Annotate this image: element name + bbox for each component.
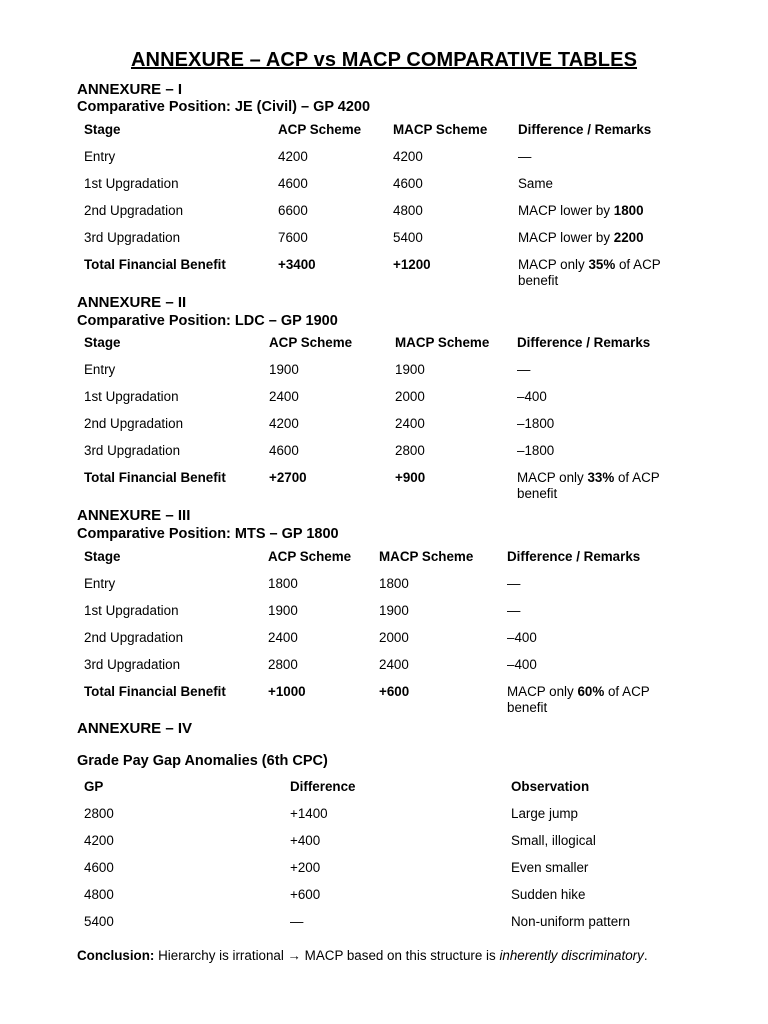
remarks-amount: 2200 bbox=[613, 230, 644, 245]
macp-cell: 2000 bbox=[379, 630, 409, 645]
stage-cell: Entry bbox=[84, 149, 116, 164]
header-remarks: Difference / Remarks bbox=[517, 335, 651, 350]
conclusion bbox=[77, 948, 648, 963]
total-label: Total Financial Benefit bbox=[84, 684, 226, 699]
difference-cell: +1400 bbox=[290, 806, 328, 821]
remarks-text: of ACP benefit bbox=[518, 257, 661, 288]
header-stage: Stage bbox=[84, 335, 121, 350]
header-macp: MACP Scheme bbox=[393, 122, 488, 137]
remarks-text: MACP lower by bbox=[518, 230, 614, 245]
remarks-cell bbox=[518, 230, 644, 246]
remarks-cell: –400 bbox=[507, 657, 537, 672]
total-acp: +3400 bbox=[278, 257, 316, 272]
header-observation: Observation bbox=[511, 779, 590, 794]
macp-cell: 4200 bbox=[393, 149, 423, 164]
stage-cell: Entry bbox=[84, 576, 116, 591]
acp-cell: 2400 bbox=[268, 630, 298, 645]
remarks-text: of ACP benefit bbox=[507, 684, 650, 715]
total-remarks bbox=[507, 684, 687, 716]
difference-cell: +600 bbox=[290, 887, 321, 902]
remarks-amount: 1800 bbox=[613, 203, 644, 218]
annex4-subheading: Grade Pay Gap Anomalies (6th CPC) bbox=[77, 753, 328, 769]
acp-cell: 1900 bbox=[269, 362, 299, 377]
annex3-subheading: Comparative Position: MTS – GP 1800 bbox=[77, 526, 339, 542]
header-stage: Stage bbox=[84, 549, 121, 564]
gp-cell: 4600 bbox=[84, 860, 114, 875]
remarks-percent: 60% bbox=[577, 684, 605, 699]
gp-cell: 2800 bbox=[84, 806, 114, 821]
observation-cell: Large jump bbox=[511, 806, 578, 821]
macp-cell: 2400 bbox=[379, 657, 409, 672]
acp-cell: 1800 bbox=[268, 576, 298, 591]
acp-cell: 4200 bbox=[269, 416, 299, 431]
remarks-text: MACP lower by bbox=[518, 203, 614, 218]
acp-cell: 4200 bbox=[278, 149, 308, 164]
gp-cell: 4800 bbox=[84, 887, 114, 902]
observation-cell: Even smaller bbox=[511, 860, 589, 875]
remarks-text: MACP only bbox=[518, 257, 589, 272]
total-macp: +1200 bbox=[393, 257, 431, 272]
stage-cell: Entry bbox=[84, 362, 116, 377]
acp-cell: 7600 bbox=[278, 230, 308, 245]
remarks-cell: — bbox=[507, 603, 521, 618]
header-stage: Stage bbox=[84, 122, 121, 137]
macp-cell: 1800 bbox=[379, 576, 409, 591]
remarks-cell: — bbox=[518, 149, 532, 164]
remarks-cell: –400 bbox=[507, 630, 537, 645]
stage-cell: 1st Upgradation bbox=[84, 603, 179, 618]
header-macp: MACP Scheme bbox=[395, 335, 490, 350]
macp-cell: 1900 bbox=[395, 362, 425, 377]
annex1-subheading: Comparative Position: JE (Civil) – GP 4200 bbox=[77, 99, 371, 115]
stage-cell: 3rd Upgradation bbox=[84, 657, 181, 672]
remarks-cell: –1800 bbox=[517, 443, 555, 458]
acp-cell: 6600 bbox=[278, 203, 308, 218]
remarks-cell: — bbox=[507, 576, 521, 591]
acp-cell: 2800 bbox=[268, 657, 298, 672]
remarks-cell bbox=[518, 203, 644, 219]
total-macp: +900 bbox=[395, 470, 426, 485]
conclusion-label: Conclusion: bbox=[77, 948, 155, 963]
gp-cell: 5400 bbox=[84, 914, 114, 929]
macp-cell: 2800 bbox=[395, 443, 425, 458]
header-acp: ACP Scheme bbox=[269, 335, 353, 350]
annex1-heading: ANNEXURE – I bbox=[77, 81, 183, 98]
header-remarks: Difference / Remarks bbox=[518, 122, 652, 137]
acp-cell: 4600 bbox=[269, 443, 299, 458]
header-acp: ACP Scheme bbox=[278, 122, 362, 137]
header-gp: GP bbox=[84, 779, 104, 794]
annex4-heading: ANNEXURE – IV bbox=[77, 720, 193, 737]
observation-cell: Non-uniform pattern bbox=[511, 914, 631, 929]
conclusion-text: Hierarchy is irrational → MACP based on this structure is bbox=[154, 948, 500, 963]
total-label: Total Financial Benefit bbox=[84, 470, 226, 485]
conclusion-emphasis: inherently discriminatory bbox=[499, 948, 644, 963]
remarks-cell: –400 bbox=[517, 389, 547, 404]
stage-cell: 3rd Upgradation bbox=[84, 443, 181, 458]
remarks-percent: 35% bbox=[588, 257, 616, 272]
difference-cell: — bbox=[290, 914, 304, 929]
acp-cell: 4600 bbox=[278, 176, 308, 191]
acp-cell: 2400 bbox=[269, 389, 299, 404]
observation-cell: Sudden hike bbox=[511, 887, 586, 902]
total-macp: +600 bbox=[379, 684, 410, 699]
remarks-percent: 33% bbox=[587, 470, 615, 485]
observation-cell: Small, illogical bbox=[511, 833, 596, 848]
macp-cell: 1900 bbox=[379, 603, 409, 618]
remarks-cell: Same bbox=[518, 176, 553, 191]
total-remarks bbox=[517, 470, 697, 502]
stage-cell: 2nd Upgradation bbox=[84, 630, 184, 645]
conclusion-end: . bbox=[643, 948, 648, 963]
stage-cell: 3rd Upgradation bbox=[84, 230, 181, 245]
remarks-text: MACP only bbox=[517, 470, 588, 485]
remarks-cell: — bbox=[517, 362, 531, 377]
total-acp: +1000 bbox=[268, 684, 306, 699]
remarks-cell: –1800 bbox=[517, 416, 555, 431]
annex2-heading: ANNEXURE – II bbox=[77, 294, 187, 311]
header-difference: Difference bbox=[290, 779, 356, 794]
macp-cell: 5400 bbox=[393, 230, 423, 245]
macp-cell: 2000 bbox=[395, 389, 425, 404]
stage-cell: 1st Upgradation bbox=[84, 389, 179, 404]
macp-cell: 2400 bbox=[395, 416, 425, 431]
total-acp: +2700 bbox=[269, 470, 307, 485]
difference-cell: +200 bbox=[290, 860, 321, 875]
stage-cell: 1st Upgradation bbox=[84, 176, 179, 191]
macp-cell: 4800 bbox=[393, 203, 423, 218]
header-macp: MACP Scheme bbox=[379, 549, 474, 564]
macp-cell: 4600 bbox=[393, 176, 423, 191]
remarks-text: of ACP benefit bbox=[517, 470, 660, 501]
annex2-subheading: Comparative Position: LDC – GP 1900 bbox=[77, 313, 338, 329]
total-remarks bbox=[518, 257, 698, 289]
difference-cell: +400 bbox=[290, 833, 321, 848]
annex3-heading: ANNEXURE – III bbox=[77, 507, 191, 524]
stage-cell: 2nd Upgradation bbox=[84, 203, 184, 218]
remarks-text: MACP only bbox=[507, 684, 578, 699]
total-label: Total Financial Benefit bbox=[84, 257, 226, 272]
stage-cell: 2nd Upgradation bbox=[84, 416, 184, 431]
header-remarks: Difference / Remarks bbox=[507, 549, 641, 564]
header-acp: ACP Scheme bbox=[268, 549, 352, 564]
acp-cell: 1900 bbox=[268, 603, 298, 618]
page-title: ANNEXURE – ACP vs MACP COMPARATIVE TABLES bbox=[130, 49, 638, 71]
gp-cell: 4200 bbox=[84, 833, 114, 848]
